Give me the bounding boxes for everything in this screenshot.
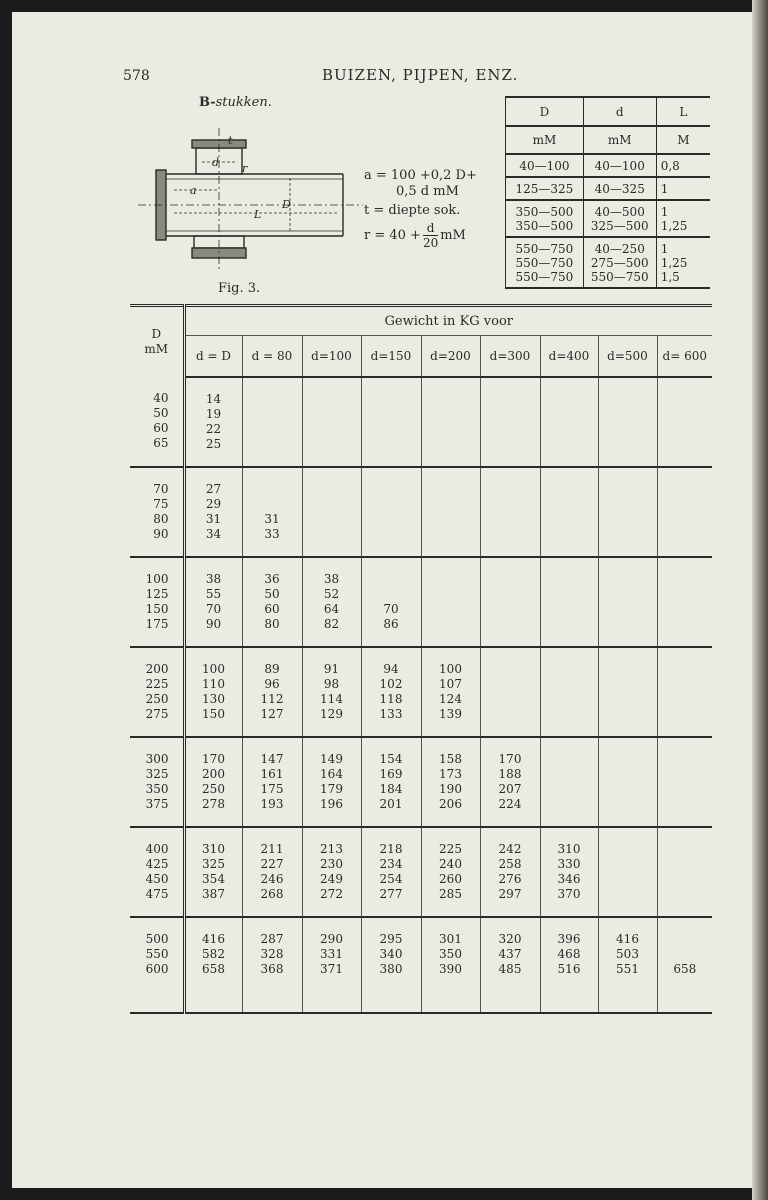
weight-cell <box>598 737 657 827</box>
weight-cell <box>242 377 302 467</box>
weight-cell: 91 98 114 129 <box>302 647 361 737</box>
dim-header-d: d <box>583 97 656 126</box>
weight-cell <box>480 557 540 647</box>
book-spine-edge <box>752 0 768 1200</box>
weight-cell: 89 96 112 127 <box>242 647 302 737</box>
dimension-table-row <box>506 200 711 237</box>
weight-cell <box>540 557 598 647</box>
figure-label-r: r <box>242 162 248 175</box>
figure-caption: Fig. 3. <box>218 281 261 296</box>
weight-cell <box>657 827 712 917</box>
weight-table-row-group <box>130 647 712 737</box>
figure-label-t: t <box>228 134 233 147</box>
weight-cell: 242 258 276 297 <box>480 827 540 917</box>
dim-cell: 40—100 <box>506 154 584 177</box>
column-header: d=100 <box>302 336 361 378</box>
weight-cell: 225 240 260 285 <box>421 827 480 917</box>
figure-label-D: D <box>282 198 291 211</box>
weight-cell <box>598 647 657 737</box>
dim-cell: 550—750 550—750 550—750 <box>506 237 584 288</box>
weight-cell: 100 110 130 150 <box>184 647 242 737</box>
weight-table-row-group <box>130 827 712 917</box>
formula-a-line1: a = 100 +0,2 D+ <box>364 168 477 183</box>
weight-cell: 100 107 124 139 <box>421 647 480 737</box>
weight-table-row-group <box>130 737 712 827</box>
weight-cell: 416 503 551 <box>598 917 657 1013</box>
weight-table-row-group <box>130 917 712 1013</box>
weight-cell: 27 29 31 34 <box>184 467 242 557</box>
weight-cell <box>421 467 480 557</box>
weight-cell: 14 19 22 25 <box>184 377 242 467</box>
formula-r-fraction <box>423 221 438 250</box>
weight-group-header: Gewicht in KG voor <box>184 306 712 336</box>
weight-cell: 36 50 60 80 <box>242 557 302 647</box>
formula-r-prefix: r = 40 + <box>364 228 421 243</box>
section-label-bold: B- <box>199 95 216 110</box>
dim-cell: 350—500 350—500 <box>506 200 584 237</box>
dim-cell: 1 <box>656 177 710 200</box>
weight-cell: 287 328 368 <box>242 917 302 1013</box>
column-header: d = 80 <box>242 336 302 378</box>
figure-label-L: L <box>254 208 262 221</box>
weight-cell <box>302 377 361 467</box>
weight-cell: 416 582 658 <box>184 917 242 1013</box>
dim-cell: 40—500 325—500 <box>583 200 656 237</box>
dimension-table <box>505 96 710 289</box>
weight-cell: 320 437 485 <box>480 917 540 1013</box>
running-title: BUIZEN, PIJPEN, ENZ. <box>322 66 519 84</box>
diameter-values: 400 425 450 475 <box>130 827 184 917</box>
dim-unit-L: M <box>656 126 710 154</box>
weight-cell: 147 161 175 193 <box>242 737 302 827</box>
weight-column-headers <box>130 336 712 378</box>
weight-cell <box>657 737 712 827</box>
diameter-values: 100 125 150 175 <box>130 557 184 647</box>
weight-cell: 154 169 184 201 <box>361 737 421 827</box>
dim-header-D: D <box>506 97 584 126</box>
weight-cell: 658 <box>657 917 712 1013</box>
weight-cell: 38 55 70 90 <box>184 557 242 647</box>
column-header: d=150 <box>361 336 421 378</box>
dimension-table-header <box>506 97 711 126</box>
tee-pipe-figure <box>138 126 363 276</box>
formula-r <box>364 221 466 250</box>
weight-cell: 301 350 390 <box>421 917 480 1013</box>
weight-cell <box>598 467 657 557</box>
column-header: d = D <box>184 336 242 378</box>
weight-cell <box>540 467 598 557</box>
weight-cell: 310 325 354 387 <box>184 827 242 917</box>
weight-cell <box>657 377 712 467</box>
dimension-table-row <box>506 177 711 200</box>
diameter-values: 500 550 600 <box>130 917 184 1013</box>
weight-table-body <box>130 377 712 1013</box>
weight-cell <box>598 377 657 467</box>
weight-cell: 158 173 190 206 <box>421 737 480 827</box>
formula-a-line2: 0,5 d mM <box>396 184 459 199</box>
dim-cell: 1 1,25 1,5 <box>656 237 710 288</box>
diameter-values: 200 225 250 275 <box>130 647 184 737</box>
weight-cell: 170 188 207 224 <box>480 737 540 827</box>
weight-cell <box>480 467 540 557</box>
row-header-label: D <box>151 327 162 341</box>
weight-table-row-group <box>130 467 712 557</box>
weight-table-row-group <box>130 557 712 647</box>
section-label <box>199 95 272 110</box>
page-number: 578 <box>123 68 150 84</box>
weight-cell: 38 52 64 82 <box>302 557 361 647</box>
diameter-values: 300 325 350 375 <box>130 737 184 827</box>
weight-cell: 170 200 250 278 <box>184 737 242 827</box>
weight-cell <box>540 647 598 737</box>
weight-cell <box>480 647 540 737</box>
weight-cell <box>540 377 598 467</box>
weight-cell: 211 227 246 268 <box>242 827 302 917</box>
column-header: d=500 <box>598 336 657 378</box>
dim-header-L: L <box>656 97 710 126</box>
weight-cell <box>657 467 712 557</box>
column-header: d=200 <box>421 336 480 378</box>
dim-unit-d: mM <box>583 126 656 154</box>
weight-cell: 70 86 <box>361 557 421 647</box>
formula-r-numerator: d <box>423 221 438 236</box>
dimension-table-row <box>506 154 711 177</box>
dimension-table-units <box>506 126 711 154</box>
weight-cell <box>421 377 480 467</box>
column-header: d=300 <box>480 336 540 378</box>
column-header: d= 600 <box>657 336 712 378</box>
weight-cell <box>302 467 361 557</box>
weight-cell <box>657 647 712 737</box>
weight-cell: 31 33 <box>242 467 302 557</box>
dim-cell: 1 1,25 <box>656 200 710 237</box>
weight-cell: 213 230 249 272 <box>302 827 361 917</box>
weight-cell <box>657 557 712 647</box>
weight-cell: 94 102 118 133 <box>361 647 421 737</box>
column-header: d=400 <box>540 336 598 378</box>
weight-cell <box>598 557 657 647</box>
weight-table <box>130 304 712 1014</box>
diameter-values: 40 50 60 65 <box>130 377 184 467</box>
weight-cell: 218 234 254 277 <box>361 827 421 917</box>
section-label-italic: stukken. <box>215 95 272 110</box>
dimension-table-row <box>506 237 711 288</box>
weight-cell <box>361 467 421 557</box>
weight-cell <box>421 557 480 647</box>
weight-cell <box>480 377 540 467</box>
weight-cell <box>361 377 421 467</box>
dim-cell: 0,8 <box>656 154 710 177</box>
weight-cell: 396 468 516 <box>540 917 598 1013</box>
weight-cell <box>598 827 657 917</box>
weight-cell: 149 164 179 196 <box>302 737 361 827</box>
row-header-D <box>130 306 184 378</box>
dim-cell: 125—325 <box>506 177 584 200</box>
formula-r-unit: mM <box>440 228 466 243</box>
weight-cell: 290 331 371 <box>302 917 361 1013</box>
formula-r-denominator: 20 <box>422 236 439 250</box>
weight-table-row-group <box>130 377 712 467</box>
row-header-unit: mM <box>144 342 169 356</box>
weight-cell: 310 330 346 370 <box>540 827 598 917</box>
dim-cell: 40—250 275—500 550—750 <box>583 237 656 288</box>
weight-cell: 295 340 380 <box>361 917 421 1013</box>
formula-t: t = diepte sok. <box>364 203 461 218</box>
dim-cell: 40—325 <box>583 177 656 200</box>
weight-cell <box>540 737 598 827</box>
dim-cell: 40—100 <box>583 154 656 177</box>
dim-unit-D: mM <box>506 126 584 154</box>
figure-label-d: d <box>212 156 220 169</box>
diameter-values: 70 75 80 90 <box>130 467 184 557</box>
figure-label-a: a <box>190 184 197 197</box>
